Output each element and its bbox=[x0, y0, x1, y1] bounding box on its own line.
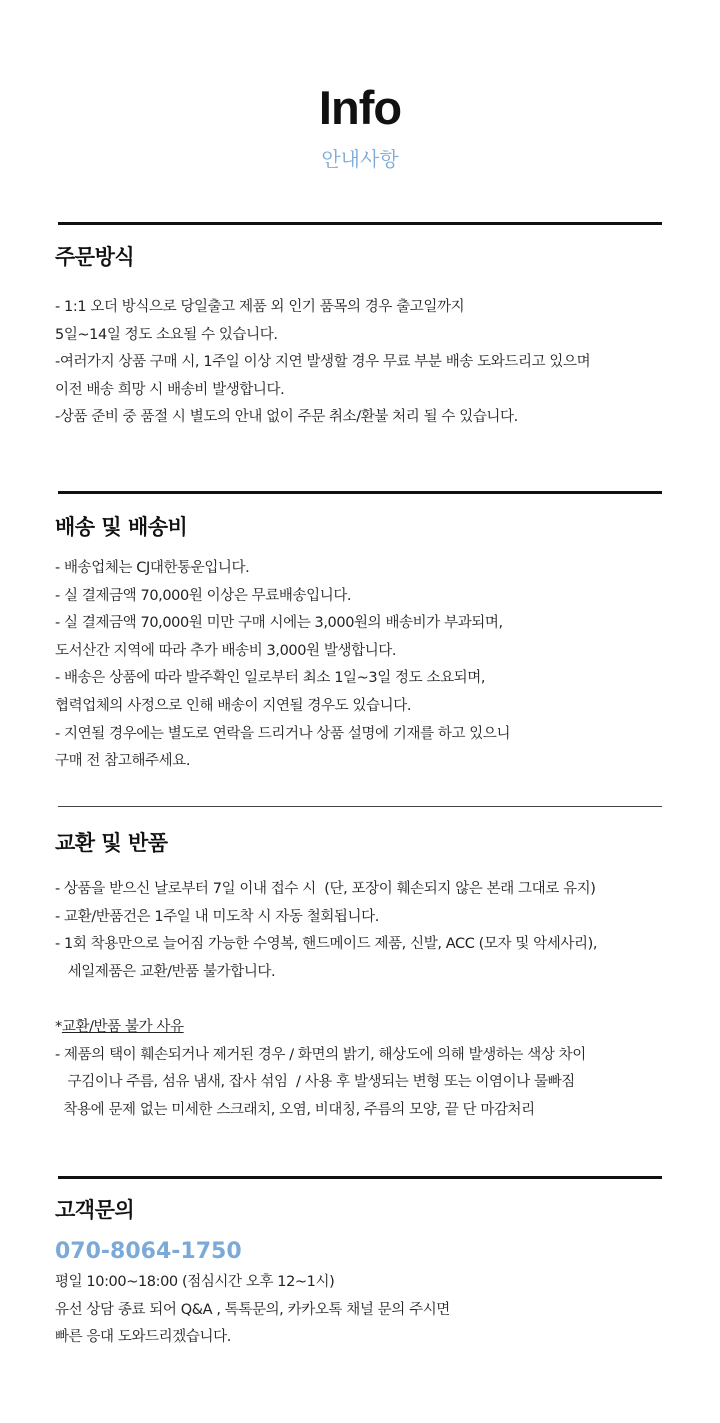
section-divider bbox=[58, 1176, 662, 1179]
text-line: 구김이나 주름, 섬유 냄새, 잡사 섞임 / 사용 후 발생되는 변형 또는 이염이나 물빠짐 bbox=[55, 1074, 575, 1091]
text-line: 빠른 응대 도와드리겠습니다. bbox=[55, 1329, 231, 1346]
text-line: 착용에 문제 없는 미세한 스크래치, 오염, 비대칭, 주름의 모양, 끝 단 마감처리 bbox=[55, 1101, 535, 1118]
note-title: 교환/반품 불가 사유 bbox=[61, 1018, 184, 1035]
contact-phone[interactable]: 070-8064-1750 bbox=[55, 1239, 242, 1264]
text-line: - 교환/반품건은 1주일 내 미도착 시 자동 철회됩니다. bbox=[55, 908, 379, 925]
section-divider bbox=[58, 222, 662, 225]
text-line: 유선 상담 종료 되어 Q&A , 톡톡문의, 카카오톡 채널 문의 주시면 bbox=[55, 1301, 450, 1318]
text-line: 세일제품은 교환/반품 불가합니다. bbox=[55, 963, 276, 980]
text-line: - 지연될 경우에는 별도로 연락을 드리거나 상품 설명에 기재를 하고 있으니 bbox=[55, 725, 511, 742]
text-line: 협력업체의 사정으로 인해 배송이 지연될 경우도 있습니다. bbox=[55, 697, 412, 714]
shipping-heading: 배송 및 배송비 bbox=[55, 515, 188, 539]
text-line: 평일 10:00~18:00 (점심시간 오후 12~1시) bbox=[55, 1274, 335, 1290]
text-line: - 1:1 오더 방식으로 당일출고 제품 외 인기 품목의 경우 출고일까지 bbox=[55, 299, 465, 315]
section-divider bbox=[58, 806, 662, 807]
note-title-line bbox=[55, 1014, 675, 1042]
text-line: -상품 준비 중 품절 시 별도의 안내 없이 주문 취소/환불 처리 될 수 있습니다. bbox=[55, 409, 518, 426]
text-line: - 1회 착용만으로 늘어짐 가능한 수영복, 핸드메이드 제품, 신발, ACC (모자 및 악세사리), bbox=[55, 936, 598, 953]
text-line: 이전 배송 희망 시 배송비 발생합니다. bbox=[55, 381, 285, 398]
page-title: Info bbox=[318, 81, 402, 134]
page-subtitle: 안내사항 bbox=[321, 147, 399, 171]
text-line: 도서산간 지역에 따라 추가 배송비 3,000원 발생합니다. bbox=[55, 642, 397, 659]
text-line: 5일~14일 정도 소요될 수 있습니다. bbox=[55, 326, 278, 343]
note-prefix: * bbox=[55, 1018, 62, 1035]
text-line: - 실 결제금액 70,000원 미만 구매 시에는 3,000원의 배송비가 부과되며, bbox=[55, 615, 503, 632]
contact-text bbox=[55, 1269, 675, 1352]
text-line: - 실 결제금액 70,000원 이상은 무료배송입니다. bbox=[55, 587, 352, 604]
order-heading: 주문방식 bbox=[55, 245, 135, 269]
section-divider bbox=[58, 491, 662, 494]
text-line: -여러가지 상품 구매 시, 1주일 이상 지연 발생할 경우 무료 부분 배송 도와드리고 있으며 bbox=[55, 354, 591, 371]
text-line: - 배송업체는 CJ대한통운입니다. bbox=[55, 560, 250, 576]
shipping-text bbox=[55, 555, 675, 776]
text-line: - 배송은 상품에 따라 발주확인 일로부터 최소 1일~3일 정도 소요되며, bbox=[55, 670, 486, 687]
blank-line bbox=[55, 986, 675, 1014]
order-text bbox=[55, 294, 675, 432]
exchange-text bbox=[55, 876, 675, 1124]
contact-heading: 고객문의 bbox=[55, 1198, 135, 1222]
exchange-heading: 교환 및 반품 bbox=[55, 831, 168, 855]
text-line: 구매 전 참고해주세요. bbox=[55, 753, 191, 770]
text-line: - 제품의 택이 훼손되거나 제거된 경우 / 화면의 밝기, 해상도에 의해 발생하는 색상 차이 bbox=[55, 1046, 586, 1063]
text-line: - 상품을 받으신 날로부터 7일 이내 접수 시 (단, 포장이 훼손되지 않은 본래 그대로 유지) bbox=[55, 881, 596, 897]
